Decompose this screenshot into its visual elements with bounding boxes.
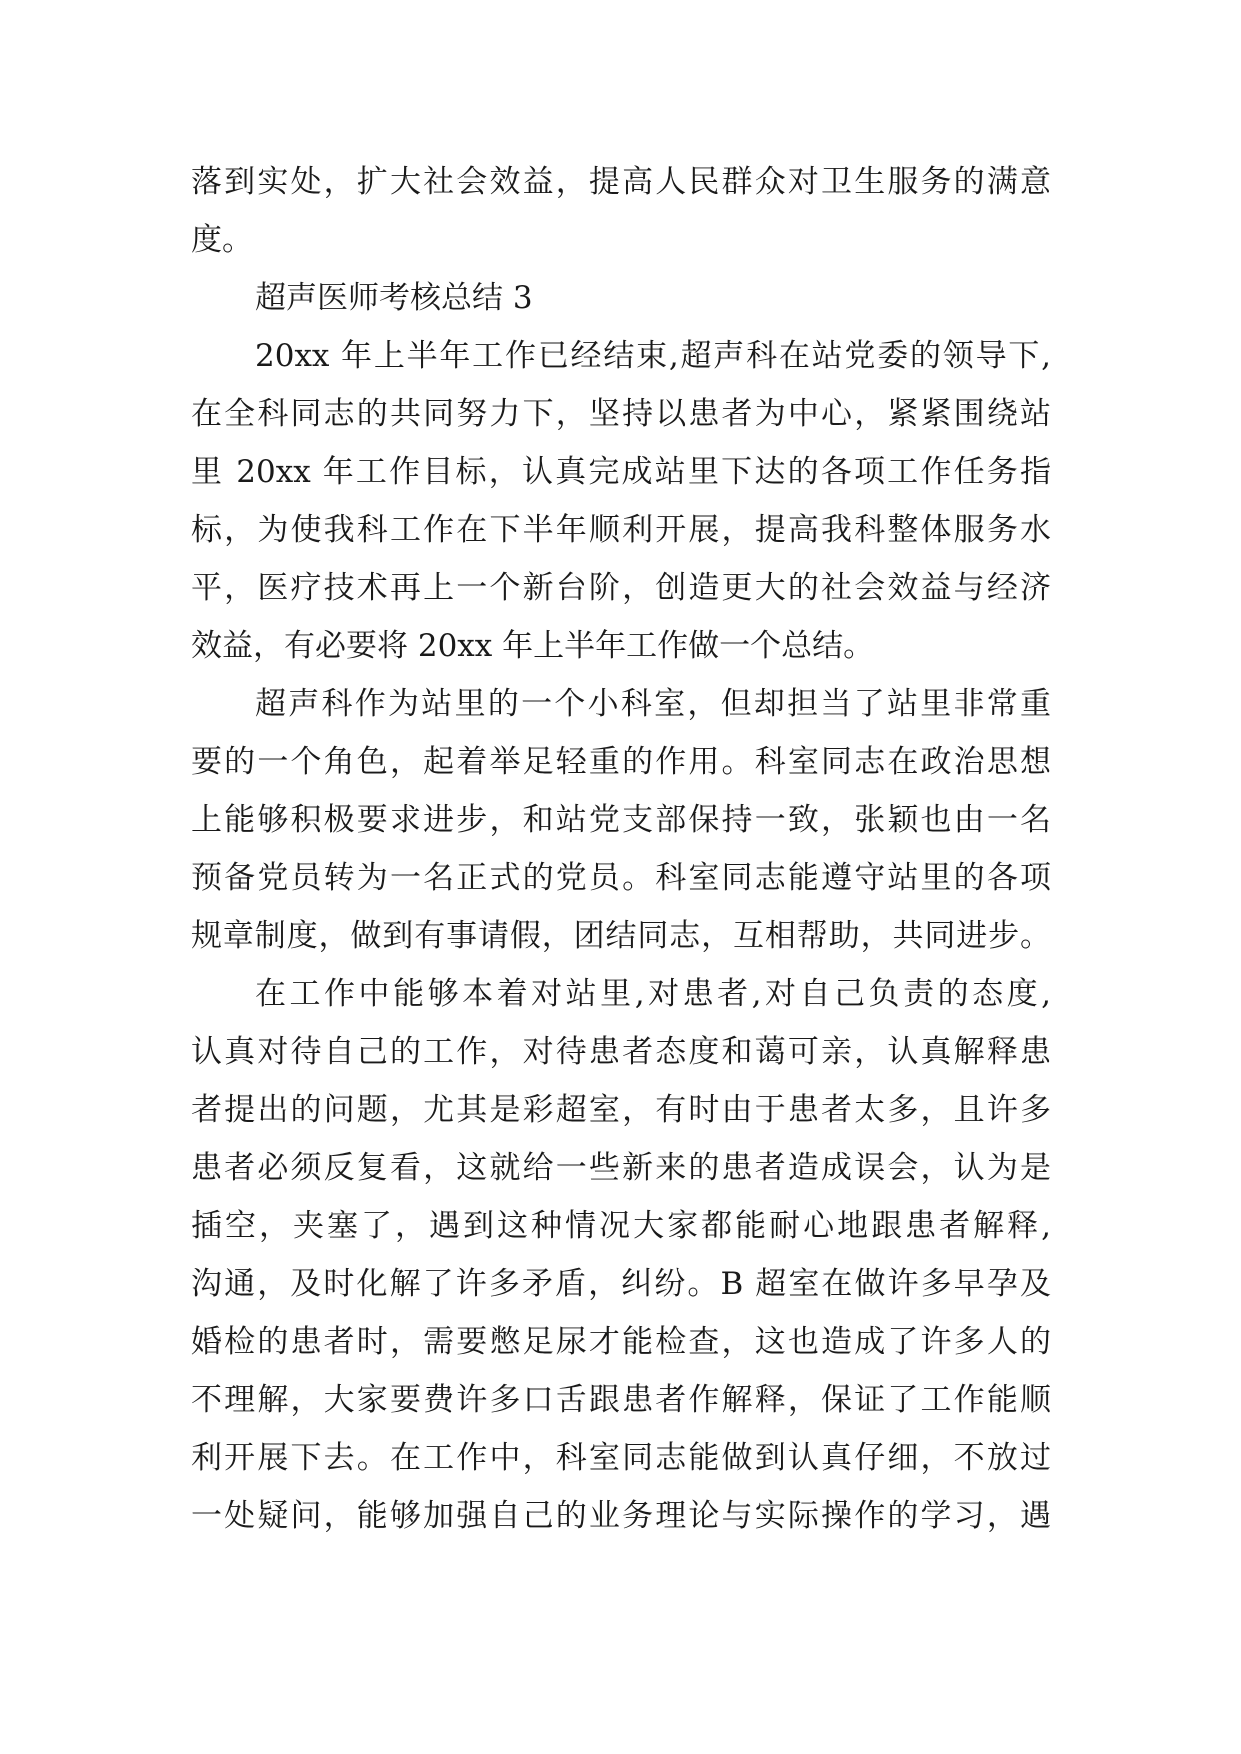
body-line: 规章制度，做到有事请假，团结同志，互相帮助，共同进步。 bbox=[191, 918, 1051, 954]
body-line: 婚检的患者时，需要憋足尿才能检查，这也造成了许多人的 bbox=[191, 1324, 1051, 1360]
body-line: 里 20xx 年工作目标，认真完成站里下达的各项工作任务指 bbox=[191, 454, 1051, 490]
body-line: 标，为使我科工作在下半年顺利开展，提高我科整体服务水 bbox=[191, 512, 1051, 548]
body-line: 一处疑问，能够加强自己的业务理论与实际操作的学习，遇 bbox=[191, 1498, 1051, 1534]
body-line: 利开展下去。在工作中，科室同志能做到认真仔细，不放过 bbox=[191, 1440, 1051, 1476]
body-line: 插空，夹塞了，遇到这种情况大家都能耐心地跟患者解释, bbox=[191, 1208, 1051, 1244]
body-line: 者提出的问题，尤其是彩超室，有时由于患者太多，且许多 bbox=[191, 1092, 1051, 1128]
document-body bbox=[191, 153, 1051, 1545]
body-line: 患者必须反复看，这就给一些新来的患者造成误会，认为是 bbox=[191, 1150, 1051, 1186]
body-line: 要的一个角色，起着举足轻重的作用。科室同志在政治思想 bbox=[191, 744, 1051, 780]
body-line: 认真对待自己的工作，对待患者态度和蔼可亲，认真解释患 bbox=[191, 1034, 1051, 1070]
body-line: 在工作中能够本着对站里,对患者,对自己负责的态度, bbox=[255, 976, 1051, 1012]
body-line: 预备党员转为一名正式的党员。科室同志能遵守站里的各项 bbox=[191, 860, 1051, 896]
body-line: 在全科同志的共同努力下，坚持以患者为中心，紧紧围绕站 bbox=[191, 396, 1051, 432]
body-line: 落到实处，扩大社会效益，提高人民群众对卫生服务的满意 bbox=[191, 164, 1051, 200]
body-line: 超声科作为站里的一个小科室，但却担当了站里非常重 bbox=[255, 686, 1051, 722]
body-line: 20xx 年上半年工作已经结束,超声科在站党委的领导下, bbox=[255, 338, 1051, 374]
section-heading: 超声医师考核总结 3 bbox=[255, 280, 533, 316]
body-line: 效益，有必要将 20xx 年上半年工作做一个总结。 bbox=[191, 628, 875, 664]
body-line: 沟通，及时化解了许多矛盾，纠纷。B 超室在做许多早孕及 bbox=[191, 1266, 1051, 1302]
body-line: 不理解，大家要费许多口舌跟患者作解释，保证了工作能顺 bbox=[191, 1382, 1051, 1418]
body-line: 平，医疗技术再上一个新台阶，创造更大的社会效益与经济 bbox=[191, 570, 1051, 606]
body-line: 度。 bbox=[191, 222, 253, 258]
body-line: 上能够积极要求进步，和站党支部保持一致，张颖也由一名 bbox=[191, 802, 1051, 838]
